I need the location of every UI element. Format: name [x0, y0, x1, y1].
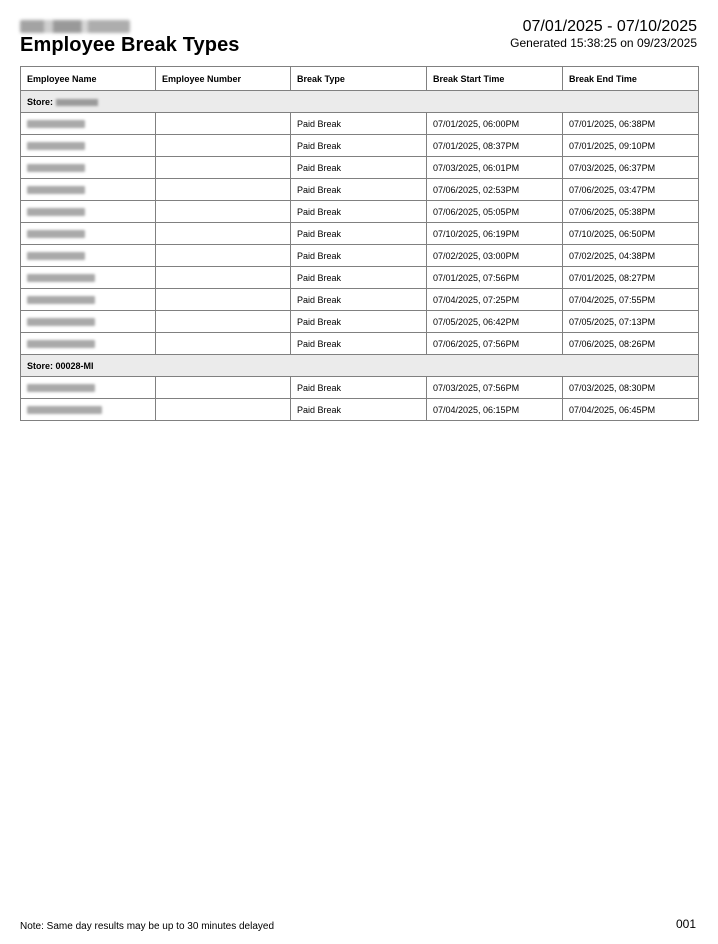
- employee-name-redacted: [27, 340, 95, 348]
- employee-number-cell: [156, 157, 291, 179]
- break-end-cell: 07/04/2025, 07:55PM: [563, 289, 699, 311]
- break-end-cell: 07/01/2025, 06:38PM: [563, 113, 699, 135]
- employee-name-cell: [21, 399, 156, 421]
- table-row: [21, 157, 699, 179]
- table-body: [21, 91, 699, 421]
- break-type-cell: Paid Break: [291, 311, 427, 333]
- break-start-cell: 07/06/2025, 05:05PM: [427, 201, 563, 223]
- store-id-redacted: [56, 99, 98, 106]
- break-type-cell: Paid Break: [291, 223, 427, 245]
- break-start-cell: 07/01/2025, 06:00PM: [427, 113, 563, 135]
- store-group-row: [21, 355, 699, 377]
- break-type-cell: Paid Break: [291, 113, 427, 135]
- employee-name-cell: [21, 157, 156, 179]
- employee-number-cell: [156, 179, 291, 201]
- employee-number-cell: [156, 201, 291, 223]
- employee-name-cell: [21, 223, 156, 245]
- employee-name-redacted: [27, 318, 95, 326]
- break-end-cell: 07/01/2025, 08:27PM: [563, 267, 699, 289]
- break-type-cell: Paid Break: [291, 157, 427, 179]
- employee-number-cell: [156, 333, 291, 355]
- break-type-cell: Paid Break: [291, 245, 427, 267]
- column-header-break-start-time: Break Start Time: [427, 67, 563, 91]
- table-row: [21, 135, 699, 157]
- break-end-cell: 07/05/2025, 07:13PM: [563, 311, 699, 333]
- break-end-cell: 07/01/2025, 09:10PM: [563, 135, 699, 157]
- table-row: [21, 399, 699, 421]
- employee-name-redacted: [27, 142, 85, 150]
- table-row: [21, 377, 699, 399]
- break-end-cell: 07/10/2025, 06:50PM: [563, 223, 699, 245]
- break-start-cell: 07/04/2025, 07:25PM: [427, 289, 563, 311]
- break-type-cell: Paid Break: [291, 333, 427, 355]
- break-type-cell: Paid Break: [291, 399, 427, 421]
- store-label: Store:: [27, 96, 54, 107]
- table-row: [21, 223, 699, 245]
- employee-name-cell: [21, 333, 156, 355]
- store-group-cell: [21, 91, 699, 113]
- break-start-cell: 07/10/2025, 06:19PM: [427, 223, 563, 245]
- table-row: [21, 333, 699, 355]
- employee-name-cell: [21, 311, 156, 333]
- employee-number-cell: [156, 135, 291, 157]
- break-end-cell: 07/02/2025, 04:38PM: [563, 245, 699, 267]
- employee-name-redacted: [27, 384, 95, 392]
- break-type-cell: Paid Break: [291, 267, 427, 289]
- employee-number-cell: [156, 311, 291, 333]
- employee-name-redacted: [27, 164, 85, 172]
- employee-number-cell: [156, 399, 291, 421]
- date-range: 07/01/2025 - 07/10/2025: [522, 18, 697, 35]
- break-start-cell: 07/06/2025, 07:56PM: [427, 333, 563, 355]
- employee-name-redacted: [27, 186, 85, 194]
- employee-name-cell: [21, 135, 156, 157]
- break-start-cell: 07/06/2025, 02:53PM: [427, 179, 563, 201]
- employee-name-redacted: [27, 252, 85, 260]
- break-start-cell: 07/03/2025, 06:01PM: [427, 157, 563, 179]
- employee-name-redacted: [27, 208, 85, 216]
- page-number: 001: [675, 917, 696, 931]
- break-type-cell: Paid Break: [291, 179, 427, 201]
- report-header: [20, 18, 697, 58]
- employee-name-redacted: [27, 296, 95, 304]
- store-group-cell: [21, 355, 699, 377]
- employee-name-cell: [21, 245, 156, 267]
- employee-name-cell: [21, 377, 156, 399]
- table-header-row: [21, 67, 699, 91]
- column-header-break-end-time: Break End Time: [563, 67, 699, 91]
- generated-timestamp: Generated 15:38:25 on 09/23/2025: [510, 36, 697, 50]
- break-start-cell: 07/03/2025, 07:56PM: [427, 377, 563, 399]
- table-row: [21, 113, 699, 135]
- table-row: [21, 201, 699, 223]
- employee-name-cell: [21, 289, 156, 311]
- table-row: [21, 179, 699, 201]
- break-end-cell: 07/06/2025, 08:26PM: [563, 333, 699, 355]
- employee-name-redacted: [27, 120, 85, 128]
- store-group-row: [21, 91, 699, 113]
- employee-number-cell: [156, 245, 291, 267]
- employee-name-cell: [21, 113, 156, 135]
- employee-name-redacted: [27, 230, 85, 238]
- store-label: Store: 00028-MI: [27, 360, 94, 371]
- break-end-cell: 07/04/2025, 06:45PM: [563, 399, 699, 421]
- employee-number-cell: [156, 377, 291, 399]
- table-row: [21, 267, 699, 289]
- employee-name-redacted: [27, 274, 95, 282]
- break-start-cell: 07/02/2025, 03:00PM: [427, 245, 563, 267]
- break-type-cell: Paid Break: [291, 289, 427, 311]
- employee-number-cell: [156, 223, 291, 245]
- table-row: [21, 311, 699, 333]
- employee-number-cell: [156, 113, 291, 135]
- organization-name-redacted: [20, 20, 130, 33]
- employee-name-redacted: [27, 406, 102, 414]
- footer-note: Note: Same day results may be up to 30 minutes delayed: [20, 921, 275, 932]
- break-type-cell: Paid Break: [291, 201, 427, 223]
- break-start-cell: 07/01/2025, 07:56PM: [427, 267, 563, 289]
- employee-name-cell: [21, 201, 156, 223]
- column-header-employee-name: Employee Name: [21, 67, 156, 91]
- report-title: Employee Break Types: [20, 34, 240, 56]
- break-type-cell: Paid Break: [291, 135, 427, 157]
- table-row: [21, 245, 699, 267]
- column-header-employee-number: Employee Number: [156, 67, 291, 91]
- break-start-cell: 07/05/2025, 06:42PM: [427, 311, 563, 333]
- break-end-cell: 07/03/2025, 08:30PM: [563, 377, 699, 399]
- break-end-cell: 07/03/2025, 06:37PM: [563, 157, 699, 179]
- table-row: [21, 289, 699, 311]
- break-types-table: [20, 66, 699, 421]
- employee-name-cell: [21, 267, 156, 289]
- break-type-cell: Paid Break: [291, 377, 427, 399]
- break-end-cell: 07/06/2025, 03:47PM: [563, 179, 699, 201]
- break-start-cell: 07/04/2025, 06:15PM: [427, 399, 563, 421]
- break-start-cell: 07/01/2025, 08:37PM: [427, 135, 563, 157]
- employee-number-cell: [156, 267, 291, 289]
- column-header-break-type: Break Type: [291, 67, 427, 91]
- employee-name-cell: [21, 179, 156, 201]
- break-end-cell: 07/06/2025, 05:38PM: [563, 201, 699, 223]
- employee-number-cell: [156, 289, 291, 311]
